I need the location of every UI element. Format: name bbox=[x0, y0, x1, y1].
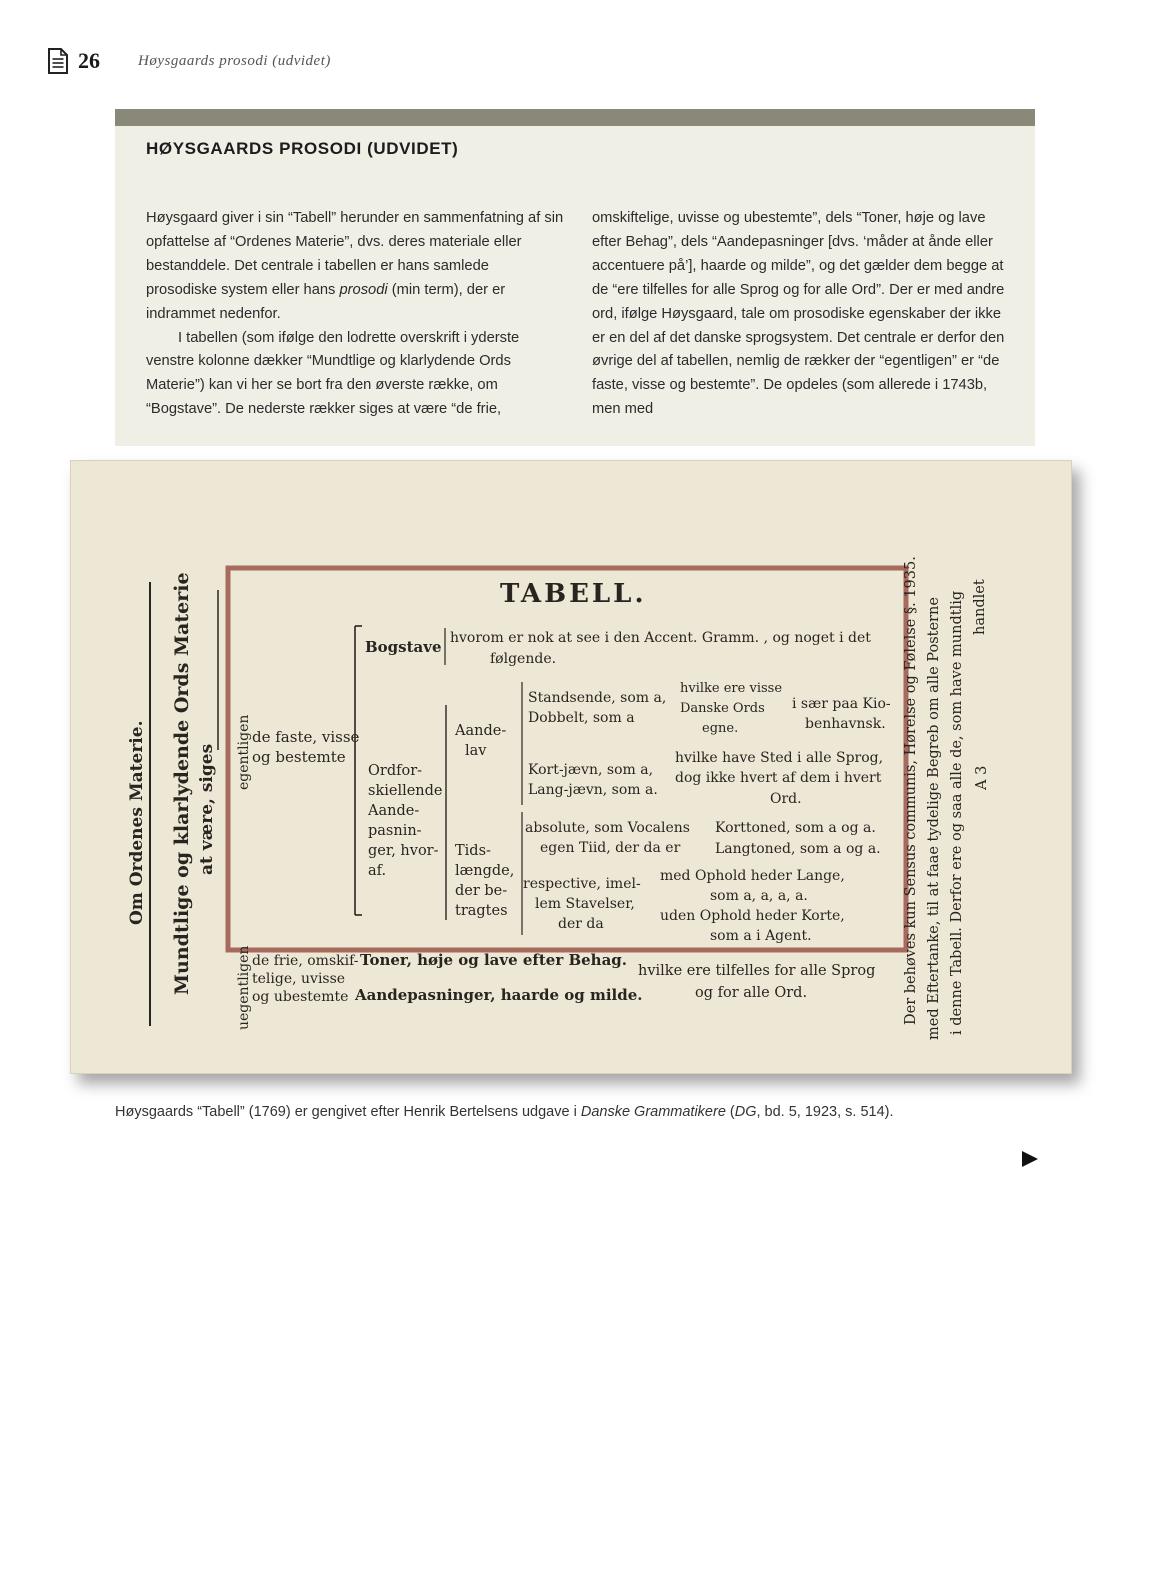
tabell-figure bbox=[70, 460, 1072, 1074]
paragraph: I tabellen (som ifølge den lodrette overskrift i yderste venstre kolonne dækker “Mundtlige og klarlydende Ords Materie”) kan vi her se bort fra den øverste række, om “Bogstave”. De nederste rækker siges at være “de frie, bbox=[146, 329, 520, 418]
aandepasninger-text: Aandepasninger, haarde og milde. bbox=[355, 986, 643, 1004]
caption-text: ( bbox=[725, 1104, 735, 1120]
med-ophold-text: med Ophold heder Lange, som a, a, a, a. bbox=[660, 868, 845, 904]
left-heading-2: Mundtlige og klarlydende Ords Materie bbox=[171, 572, 193, 995]
next-page-arrow-icon[interactable] bbox=[1021, 1150, 1039, 1168]
paragraph: Høysgaard giver i sin “Tabell” herunder en sammenfatning af sin opfattelse af “Ordenes Materie”, dvs. deres materiale eller bestanddele. Det centrale i tabellen er hans samlede prosodiske system eller hans prosodi (min term), der er indrammet nedenfor. bbox=[146, 210, 564, 322]
standsende-text: Standsende, som a, Dobbelt, som a bbox=[528, 690, 667, 726]
tidslaengde-label: Tids- længde, der be- tragtes bbox=[455, 843, 515, 919]
hvilke-sted-text: hvilke have Sted i alle Sprog, dog ikke hvert af dem i hvert Ord. bbox=[675, 750, 884, 807]
box-column-left bbox=[146, 207, 564, 422]
left-heading-1: Om Ordenes Materie. bbox=[127, 720, 147, 925]
toner-text: Toner, høje og lave efter Behag. bbox=[360, 951, 628, 969]
uden-ophold-text: uden Ophold heder Korte, som a i Agent. bbox=[660, 908, 845, 944]
absolute-text: absolute, som Vocalens egen Tiid, der da er bbox=[525, 820, 690, 856]
right-text-4: handlet bbox=[972, 579, 988, 635]
tilfelles-text: hvilke ere tilfelles for alle Sprog og for alle Ord. bbox=[638, 963, 876, 1001]
paragraph: omskiftelige, uvisse og ubestemte”, dels “Toner, høje og lave efter Behag”, dels “Aandepasninger [dvs. ‘måder at ånde eller accentuere på’], haarde og milde”, og det gælder dem begge at de “ere tilfelles for alle Sprog og for alle Ord”. Der er med andre ord, ifølge Høysgaard, tale om prosodiske egenskaber der ikke er en del af det danske sprogsystem. Det centrale er derfor den øvrige del af tabellen, nemlig de rækker der “egentligen” er “de faste, visse og bestemte”. De opdeles (som allerede i 1743b, men med bbox=[592, 210, 1005, 418]
uegentligen-label: uegentligen bbox=[236, 945, 252, 1030]
egentligen-label: egentligen bbox=[236, 714, 252, 790]
right-text-2: med Eftertanke, til at faae tydelige Begreb om alle Posterne bbox=[926, 597, 942, 1040]
kortjaevn-text: Kort-jævn, som a, Lang-jævn, som a. bbox=[528, 762, 658, 798]
left-heading-3: at være, siges bbox=[197, 743, 217, 875]
right-text-5: A 3 bbox=[974, 765, 990, 790]
caption-italic-title: Danske Grammatikere bbox=[580, 1104, 726, 1120]
ordfor-label: Ordfor- skiellende Aande- pasnin- ger, hvor- af. bbox=[368, 763, 443, 879]
bogstave-label: Bogstave bbox=[365, 638, 442, 656]
tabell-title: TABELL. bbox=[500, 579, 647, 609]
document-icon[interactable] bbox=[48, 48, 68, 74]
box-heading: HØYSGAARDS PROSODI (UDVIDET) bbox=[146, 139, 459, 158]
caption-text: , bd. 5, 1923, s. 514). bbox=[756, 1104, 894, 1120]
page-header bbox=[48, 44, 331, 78]
scanned-table-image bbox=[70, 460, 1072, 1074]
bogstave-text: hvorom er nok at see i den Accent. Gramm. , og noget i det følgende. bbox=[450, 630, 871, 667]
right-text-1: Der behøves kun Sensus communis, Hørelse og Følelse §. 1935. bbox=[903, 556, 919, 1025]
respective-text: respective, imel- lem Stavelser, der da bbox=[523, 876, 641, 932]
right-text-3: i denne Tabell. Derfor ere og saa alle de, som have mundtlig bbox=[949, 590, 965, 1035]
de-faste-label: de faste, visse og bestemte bbox=[252, 728, 360, 766]
caption-text: Høysgaards “Tabell” (1769) er gengivet efter Henrik Bertelsens udgave i bbox=[115, 1104, 581, 1120]
korttoned-text: Korttoned, som a og a. Langtoned, som a og a. bbox=[715, 820, 881, 857]
caption-italic-abbrev: DG bbox=[734, 1104, 757, 1120]
figure-caption bbox=[115, 1104, 894, 1120]
box-top-bar bbox=[115, 109, 1035, 126]
hvilke-visse-text: hvilke ere visse Danske Ords egne. bbox=[680, 681, 783, 736]
running-title: Høysgaards prosodi (udvidet) bbox=[138, 52, 331, 69]
de-frie-text: de frie, omskif- telige, uvisse og ubestemte bbox=[252, 953, 359, 1005]
page-number: 26 bbox=[78, 48, 100, 73]
box-column-right bbox=[592, 207, 1010, 422]
sidebar-box bbox=[115, 109, 1035, 446]
aandelav-label: Aande- lav bbox=[455, 723, 507, 759]
kiobenhavnsk-text: i sær paa Kio- benhavnsk. bbox=[792, 696, 891, 732]
